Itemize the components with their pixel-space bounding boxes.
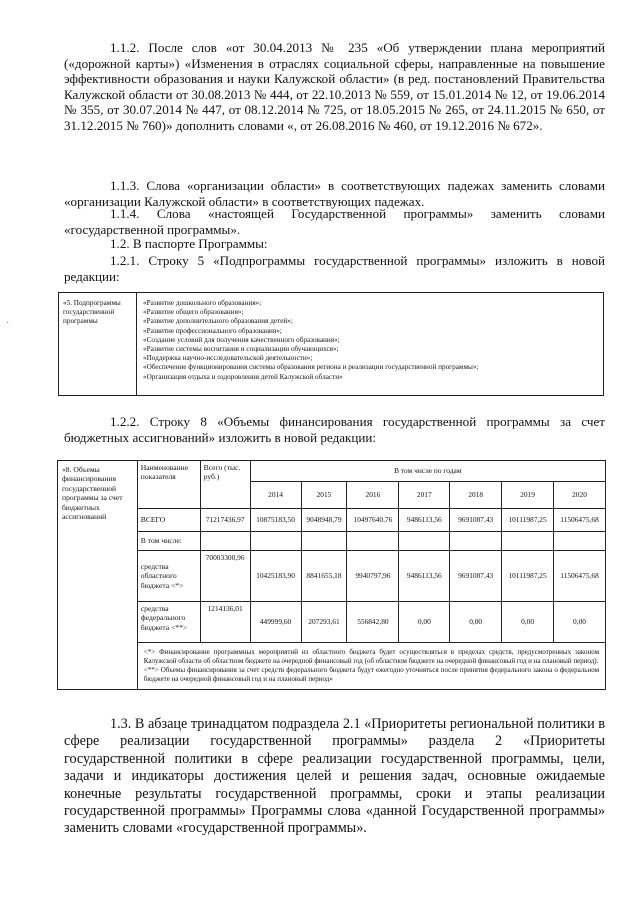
subprogram-item: «Поддержка научно-исследовательской деятельности»; <box>143 354 313 363</box>
subprogram-item: «Развитие профессионального образования»; <box>143 326 282 335</box>
federal-2020: 0,00 <box>554 602 606 643</box>
paragraph-1-2: 1.2. В паспорте Программы: <box>110 236 268 251</box>
financing-notes <box>137 643 605 690</box>
subprogram-item: «Развитие общего образования»; <box>143 308 244 317</box>
federal-2018: 0,00 <box>450 602 502 643</box>
subprogram-item: «Развитие системы воспитания и социализации обучающихся»; <box>143 345 339 354</box>
financing-row-label: «8. Объемы финансирования государственной программы за счет бюджетных ассигнований <box>58 461 138 690</box>
regional-2020: 11506475,68 <box>554 551 606 602</box>
total-2019: 10111987,25 <box>502 509 554 532</box>
subprogram-item: «Развитие дополнительного образования детей»; <box>143 317 293 326</box>
header-indicator: Наименование показателя <box>137 461 200 509</box>
subprogram-item: «Создание условий для получения качественного образования»; <box>143 335 340 344</box>
federal-2016: 556842,80 <box>347 602 399 643</box>
including-label: В том числе: <box>137 532 200 551</box>
total-label: ВСЕГО <box>137 509 200 532</box>
regional-label: средства областного бюджета <*> <box>137 551 200 602</box>
margin-mark: · <box>6 318 10 329</box>
year-2015: 2015 <box>301 482 347 509</box>
regional-2019: 10111987,25 <box>502 551 554 602</box>
year-2016: 2016 <box>347 482 399 509</box>
year-2018: 2018 <box>450 482 502 509</box>
year-2014: 2014 <box>250 482 301 509</box>
total-2020: 11506475,68 <box>554 509 606 532</box>
regional-2014: 10425183,90 <box>250 551 301 602</box>
federal-2015: 207293,61 <box>301 602 347 643</box>
total-2018: 9691087,43 <box>450 509 502 532</box>
year-2020: 2020 <box>554 482 606 509</box>
paragraph-1-1-2: 1.1.2. После слов «от 30.04.2013 № 235 «Об утверждении плана мероприятий («дорожной карты») «Изменения в отраслях социальной сферы, направленные на повышение эффективности образования и науки Калужской области» (в ред. постановлений Правительства Калужской области от 30.08.2013 № 444, от 22.10.2013 № 559, от 15.01.2014 № 12, от 19.06.2014 № 355, от 30.07.2014 № 447, от 08.12.2014 № 725, от 18.05.2015 № 265, от 24.11.2015 № 650, от 31.12.2015 № 760)» дополнить словами «, от 26.08.2016 № 460, от 19.12.2016 № 672». <box>64 40 605 133</box>
subprogram-item: «Развитие дошкольного образования»; <box>143 299 262 307</box>
federal-2017: 0,00 <box>399 602 450 643</box>
financing-table <box>57 460 606 690</box>
total-2015: 9048948,79 <box>301 509 347 532</box>
subprograms-label: «5. Подпрограммы государственной программы <box>59 293 137 395</box>
total-2014: 10875183,50 <box>250 509 301 532</box>
federal-2019: 0,00 <box>502 602 554 643</box>
year-2017: 2017 <box>399 482 450 509</box>
header-total: Всего (тыс. руб.) <box>200 461 250 509</box>
federal-label: средства федерального бюджета <**> <box>137 602 200 643</box>
paragraph-1-2-2: 1.2.2. Строку 8 «Объемы финансирования государственной программы за счет бюджетных ассигнований» изложить в новой редакции: <box>64 414 605 445</box>
paragraph-1-2-1: 1.2.1. Строку 5 «Подпрограммы государственной программы» изложить в новой редакции: <box>64 253 605 284</box>
total-2016: 10497640,76 <box>347 509 399 532</box>
note-federal: <**> Объемы финансирования за счет средств федерального бюджета будут ежегодно уточняться после принятия федерального закона о федеральном бюджете на очередной финансовый год и на плановый период» <box>143 666 599 683</box>
subprograms-table <box>58 292 604 396</box>
subprogram-item: «Организация отдыха и оздоровления детей Калужской области» <box>143 372 343 381</box>
federal-sum: 1214136,01 <box>200 602 250 643</box>
total-2017: 9486113,56 <box>399 509 450 532</box>
regional-2015: 8841655,18 <box>301 551 347 602</box>
paragraph-1-1-4: 1.1.4. Слова «настоящей Государственной программы» заменить словами «государственной программы». <box>64 206 605 237</box>
paragraph-1-3: 1.3. В абзаце тринадцатом подраздела 2.1 «Приоритеты региональной политики в сфере реализации государственной программы» раздела 2 «Приоритеты государственной политики в сфере реализации государственной программы, цели, задачи и индикаторы достижения целей и решения задач, основные ожидаемые конечные результаты государственной программы, сроки и этапы реализации государственной программы» Программы слова «данной Государственной программы» заменить словами «государственной программы». <box>64 716 605 837</box>
header-years: В том числе по годам <box>250 461 605 482</box>
regional-2017: 9486113,56 <box>399 551 450 602</box>
total-sum: 71217436,97 <box>200 509 250 532</box>
regional-sum: 70003300,96 <box>200 551 250 602</box>
paragraph-1-1-3: 1.1.3. Слова «организации области» в соответствующих падежах заменить словами «организации Калужской области» в соответствующих падежах. <box>64 178 605 209</box>
year-2019: 2019 <box>502 482 554 509</box>
note-regional: <*> Финансирование программных мероприятий из областного бюджета будет осуществляться в пределах средств, предусмотренных законом Калужской области об областном бюджете на очередной финансовый год (об областном бюджете на очередной финансовый год и на плановый период). <box>143 648 599 665</box>
regional-2018: 9691087,43 <box>450 551 502 602</box>
subprogram-item: «Обеспечение функционирования системы образования региона и реализации государственной программы»; <box>143 363 479 372</box>
federal-2014: 449999,60 <box>250 602 301 643</box>
regional-2016: 9940797,96 <box>347 551 399 602</box>
subprograms-list <box>137 293 603 388</box>
